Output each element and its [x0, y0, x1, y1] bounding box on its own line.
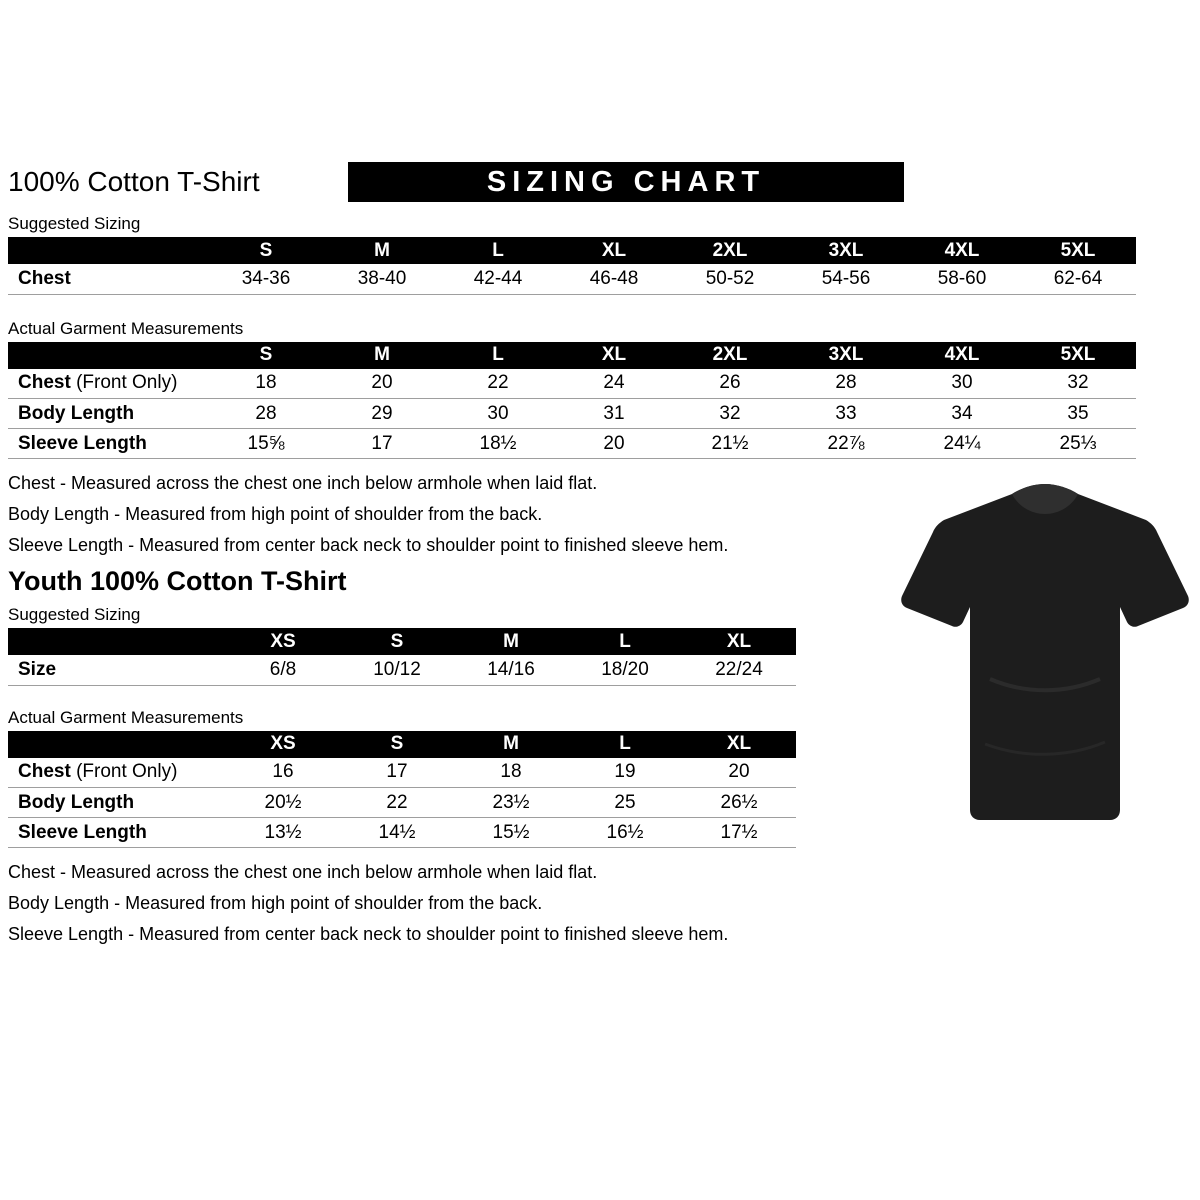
size-cell: 54-56 [788, 264, 904, 294]
size-cell: 34-36 [208, 264, 324, 294]
adult-actual-heading: Actual Garment Measurements [8, 318, 244, 338]
size-cell: 32 [672, 399, 788, 429]
header-row [8, 628, 796, 655]
size-cell: 62-64 [1020, 264, 1136, 294]
size-cell: 33 [788, 399, 904, 429]
size-cell: 18 [454, 758, 568, 788]
youth-suggested-table [8, 628, 796, 686]
row-label-cell [8, 369, 208, 399]
size-cell: 21½ [672, 429, 788, 459]
header-cell: M [454, 628, 568, 655]
table-row [8, 429, 1136, 459]
size-cell: 19 [568, 758, 682, 788]
header-cell [8, 731, 226, 758]
title-row [8, 162, 1170, 202]
size-cell: 42-44 [440, 264, 556, 294]
size-cell: 17½ [682, 818, 796, 848]
header-cell: 4XL [904, 237, 1020, 264]
table-row [8, 264, 1136, 294]
size-cell: 22/24 [682, 655, 796, 685]
size-cell: 35 [1020, 399, 1136, 429]
row-label-cell [8, 758, 226, 788]
size-cell: 10/12 [340, 655, 454, 685]
size-cell: 20½ [226, 788, 340, 818]
note-body-length: Body Length - Measured from high point of shoulder from the back. [8, 893, 543, 913]
header-cell [8, 628, 226, 655]
size-cell: 25 [568, 788, 682, 818]
header-cell: L [440, 342, 556, 369]
adult-actual-table [8, 342, 1136, 460]
size-cell: 30 [904, 369, 1020, 399]
header-cell: 2XL [672, 237, 788, 264]
size-cell: 6/8 [226, 655, 340, 685]
header-cell: XL [556, 342, 672, 369]
size-cell: 14/16 [454, 655, 568, 685]
size-cell: 13½ [226, 818, 340, 848]
header-cell: 3XL [788, 342, 904, 369]
size-cell: 32 [1020, 369, 1136, 399]
header-cell: 5XL [1020, 237, 1136, 264]
size-cell: 20 [324, 369, 440, 399]
row-label: Size [18, 658, 57, 680]
size-cell: 22⅞ [788, 429, 904, 459]
size-cell: 20 [556, 429, 672, 459]
row-label: Chest [18, 267, 71, 289]
note-body-length: Body Length - Measured from high point of shoulder from the back. [8, 504, 543, 524]
size-cell: 18 [208, 369, 324, 399]
header-cell [8, 342, 208, 369]
size-cell: 23½ [454, 788, 568, 818]
size-cell: 38-40 [324, 264, 440, 294]
table-row [8, 655, 796, 685]
youth-suggested-heading: Suggested Sizing [8, 605, 141, 624]
youth-measurement-notes [8, 862, 1170, 945]
header-cell: S [208, 342, 324, 369]
size-cell: 28 [788, 369, 904, 399]
header-cell: XS [226, 731, 340, 758]
header-cell: 4XL [904, 342, 1020, 369]
note-chest: Chest - Measured across the chest one inch below armhole when laid flat. [8, 473, 598, 493]
note-chest: Chest - Measured across the chest one inch below armhole when laid flat. [8, 862, 598, 882]
size-cell: 28 [208, 399, 324, 429]
row-label-cell [8, 818, 226, 848]
row-label-cell [8, 264, 208, 294]
size-cell: 30 [440, 399, 556, 429]
size-cell: 16 [226, 758, 340, 788]
size-cell: 26 [672, 369, 788, 399]
header-row [8, 237, 1136, 264]
size-cell: 22 [440, 369, 556, 399]
header-cell: 3XL [788, 237, 904, 264]
size-cell: 14½ [340, 818, 454, 848]
row-label-suffix: (Front Only) [70, 372, 178, 394]
header-cell: L [568, 628, 682, 655]
size-cell: 46-48 [556, 264, 672, 294]
header-cell [8, 237, 208, 264]
size-cell: 58-60 [904, 264, 1020, 294]
table-row [8, 399, 1136, 429]
header-cell: XL [556, 237, 672, 264]
size-cell: 50-52 [672, 264, 788, 294]
note-sleeve-length: Sleeve Length - Measured from center back neck to shoulder point to finished sleeve hem. [8, 924, 729, 944]
header-cell: XS [226, 628, 340, 655]
row-label: Body Length [18, 402, 135, 424]
youth-actual-heading: Actual Garment Measurements [8, 707, 244, 727]
header-cell: L [568, 731, 682, 758]
header-cell: M [324, 342, 440, 369]
size-cell: 17 [340, 758, 454, 788]
header-cell: S [340, 628, 454, 655]
adult-suggested-table [8, 237, 1136, 295]
header-cell: L [440, 237, 556, 264]
row-label-cell [8, 399, 208, 429]
size-cell: 26½ [682, 788, 796, 818]
note-sleeve-length: Sleeve Length - Measured from center back neck to shoulder point to finished sleeve hem. [8, 535, 729, 555]
size-cell: 25⅓ [1020, 429, 1136, 459]
header-cell: 5XL [1020, 342, 1136, 369]
table-row [8, 758, 796, 788]
size-cell: 15½ [454, 818, 568, 848]
header-cell: XL [682, 731, 796, 758]
youth-actual-table [8, 731, 796, 849]
row-label: Sleeve Length [18, 432, 147, 454]
size-cell: 34 [904, 399, 1020, 429]
header-row [8, 731, 796, 758]
header-cell: S [340, 731, 454, 758]
row-label-cell [8, 788, 226, 818]
size-cell: 24 [556, 369, 672, 399]
page-title: 100% Cotton T-Shirt [8, 166, 260, 197]
header-cell: M [454, 731, 568, 758]
row-label: Chest [18, 372, 71, 394]
size-cell: 31 [556, 399, 672, 429]
size-cell: 16½ [568, 818, 682, 848]
header-cell: S [208, 237, 324, 264]
size-cell: 20 [682, 758, 796, 788]
tshirt-body [901, 484, 1189, 820]
row-label-cell [8, 655, 226, 685]
size-cell: 29 [324, 399, 440, 429]
sizing-chart-banner: SIZING CHART [348, 162, 904, 202]
size-cell: 15⅝ [208, 429, 324, 459]
adult-suggested-heading: Suggested Sizing [8, 214, 141, 233]
header-cell: M [324, 237, 440, 264]
row-label-cell [8, 429, 208, 459]
table-row [8, 788, 796, 818]
size-cell: 18/20 [568, 655, 682, 685]
header-cell: XL [682, 628, 796, 655]
size-cell: 17 [324, 429, 440, 459]
row-label: Body Length [18, 791, 135, 813]
size-cell: 18½ [440, 429, 556, 459]
size-cell: 22 [340, 788, 454, 818]
tshirt-image [895, 478, 1195, 830]
youth-title: Youth 100% Cotton T-Shirt [8, 566, 347, 596]
header-cell: 2XL [672, 342, 788, 369]
row-label-suffix: (Front Only) [70, 761, 178, 783]
table-row [8, 818, 796, 848]
row-label: Chest [18, 761, 71, 783]
row-label: Sleeve Length [18, 821, 147, 843]
header-row [8, 342, 1136, 369]
size-cell: 24¼ [904, 429, 1020, 459]
table-row [8, 369, 1136, 399]
